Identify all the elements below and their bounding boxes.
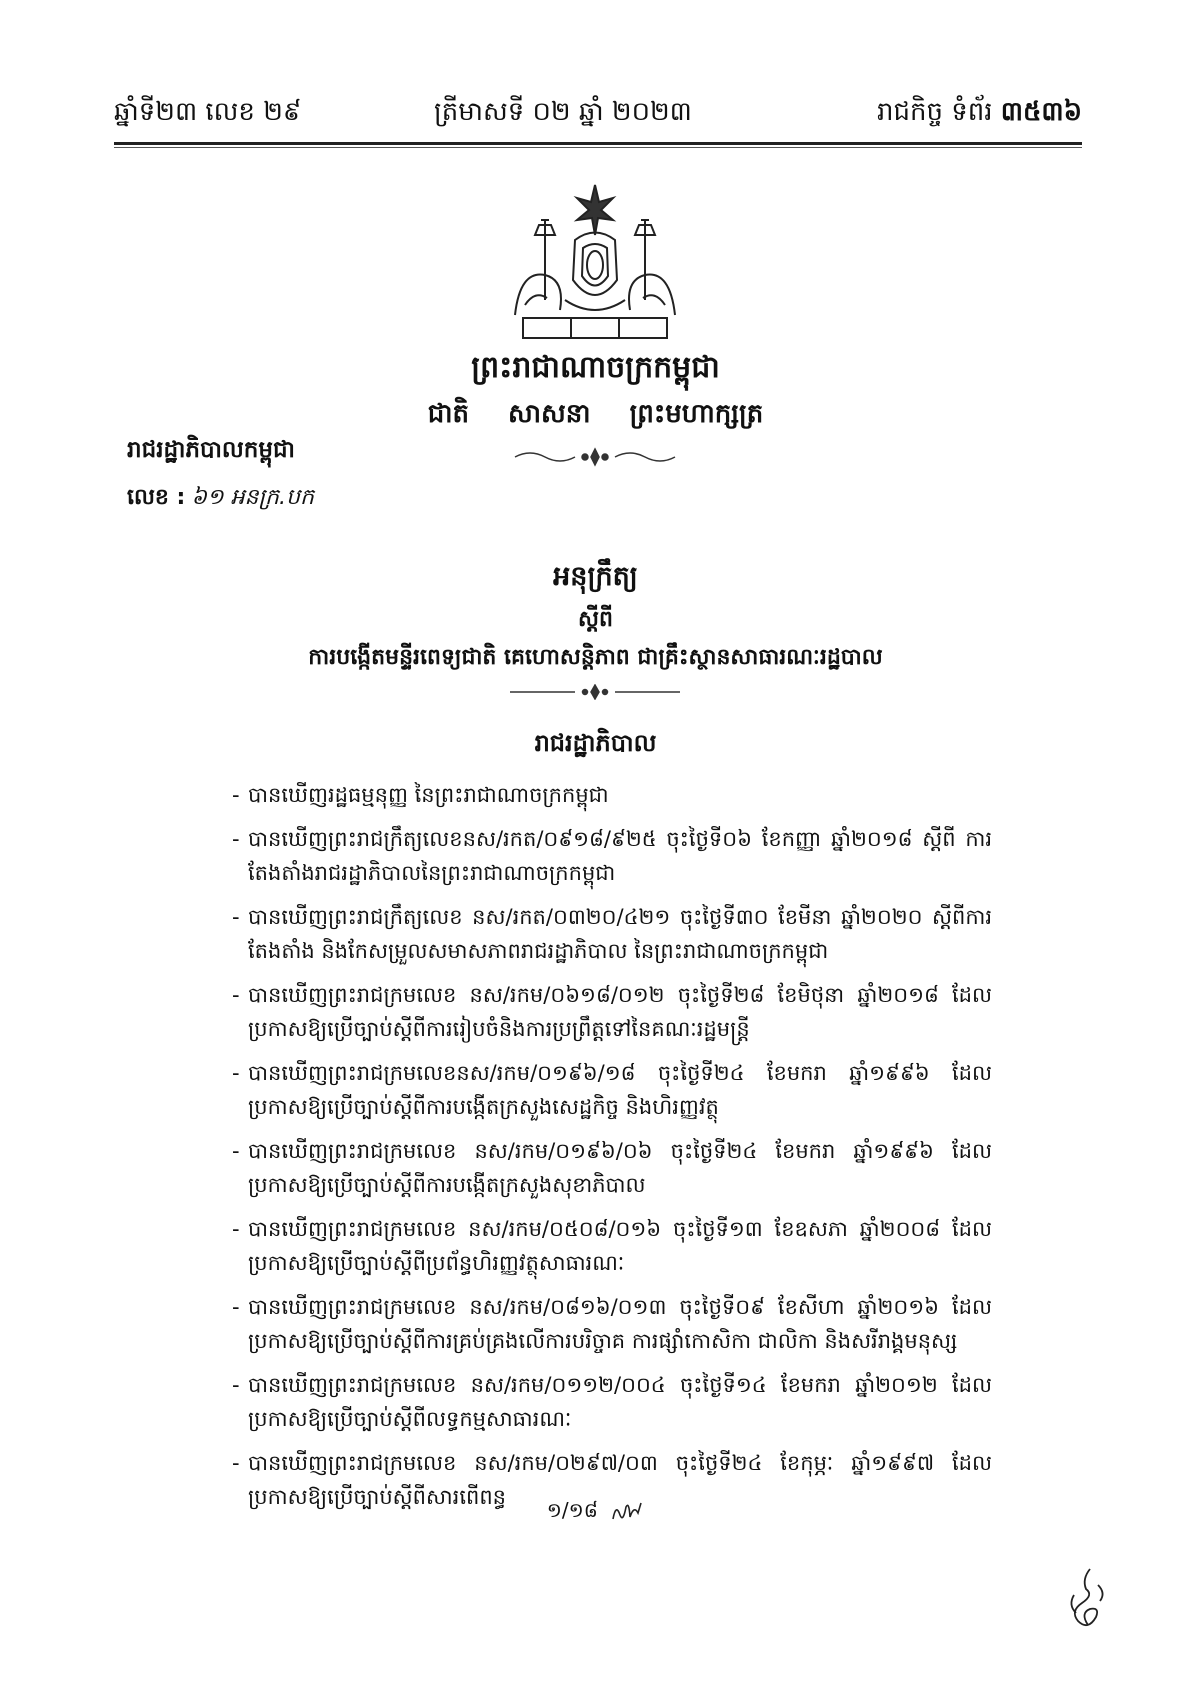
- national-motto: ជាតិ សាសនា ព្រះមហាក្សត្រ: [427, 399, 764, 429]
- decree-number-label: លេខ :: [127, 485, 186, 510]
- document-type: អនុក្រឹត្យ: [553, 561, 638, 592]
- recital-list: [232, 778, 992, 1524]
- recital-item: - បានឃើញព្រះរាជក្រមលេខ នស/រកម/០១៩៦/០៦ ចុះថ្ងៃទី២៤ ខែមករា ឆ្នាំ១៩៩៦ ដែលប្រកាសឱ្យប្រើច្បាប់ស្តីពីការបង្កើតក្រសួងសុខាភិបាល: [232, 1134, 992, 1202]
- recital-item: - បានឃើញព្រះរាជក្រឹត្យលេខ នស/រកត/០៣២០/៤២១ ចុះថ្ងៃទី៣០ ខែមីនា ឆ្នាំ២០២០ ស្តីពីការតែងតាំង និងកែសម្រួលសមាសភាពរាជរដ្ឋាភិបាល នៃព្រះរាជាណាចក្រកម្ពុជា: [232, 900, 992, 968]
- recital-item: - បានឃើញព្រះរាជក្រឹត្យលេខនស/រកត/០៩១៨/៩២៥ ចុះថ្ងៃទី០៦ ខែកញ្ញា ឆ្នាំ២០១៨ ស្តីពី ការតែងតាំងរាជរដ្ឋាភិបាលនៃព្រះរាជាណាចក្រកម្ពុជា: [232, 822, 992, 890]
- gazette-page-number: ៣៥៣៦: [1000, 97, 1082, 127]
- ornament-divider-icon: [505, 447, 685, 467]
- page-count: ១/១៨: [546, 1498, 598, 1522]
- document-about: ស្តីពី: [578, 607, 613, 632]
- gazette-label: រាជកិច្ច ទំព័រ: [876, 97, 993, 127]
- signature-icon: [1060, 1565, 1116, 1637]
- recital-item: - បានឃើញព្រះរាជក្រមលេខនស/រកម/០១៩៦/១៨ ចុះថ្ងៃទី២៤ ខែមករា ឆ្នាំ១៩៩៦ ដែលប្រកាសឱ្យប្រើច្បាប់ស្តីពីការបង្កើតក្រសួងសេដ្ឋកិច្ច និងហិរញ្ញវត្ថុ: [232, 1056, 992, 1124]
- recital-item: - បានឃើញរដ្ឋធម្មនុញ្ញ នៃព្រះរាជាណាចក្រកម្ពុជា: [232, 778, 992, 812]
- year-issue: ឆ្នាំទី២៣ លេខ ២៩: [114, 97, 302, 127]
- recital-item: - បានឃើញព្រះរាជក្រមលេខ នស/រកម/០៦១៨/០១២ ចុះថ្ងៃទី២៨ ខែមិថុនា ឆ្នាំ២០១៨ ដែលប្រកាសឱ្យប្រើច្បាប់ស្តីពីការរៀបចំនិងការប្រព្រឹត្តទៅនៃគណៈរដ្ឋមន្ត្រី: [232, 978, 992, 1046]
- gazette-date: ត្រីមាសទី ០២ ឆ្នាំ ២០២៣: [434, 97, 692, 127]
- recital-item: - បានឃើញព្រះរាជក្រមលេខ នស/រកម/០៨១៦/០១៣ ចុះថ្ងៃទី០៩ ខែសីហា ឆ្នាំ២០១៦ ដែលប្រកាសឱ្យប្រើច្បាប់ស្តីពីការគ្រប់គ្រងលើការបរិច្ចាគ ការផ្សាំកោសិកា ជាលិកា និងសរីរាង្គមនុស្ស: [232, 1290, 992, 1358]
- header-rule-thin: [114, 147, 1082, 148]
- title-divider-icon: [505, 684, 685, 700]
- decree-number-value: ៦១ អនក្រ.បក: [191, 485, 314, 510]
- document-subject: ការបង្កើតមន្ទីរពេទ្យជាតិ គេហោសន្តិភាព ជាគ្រឹះស្ថានសាធារណៈរដ្ឋបាល: [308, 645, 883, 670]
- recital-item: - បានឃើញព្រះរាជក្រមលេខ នស/រកម/០១១២/០០៤ ចុះថ្ងៃទី១៤ ខែមករា ឆ្នាំ២០១២ ដែលប្រកាសឱ្យប្រើច្បាប់ស្តីពីលទ្ធកម្មសាធារណៈ: [232, 1368, 992, 1436]
- page-footer: [0, 1497, 1191, 1527]
- authority-heading: រាជរដ្ឋាភិបាល: [534, 729, 657, 757]
- decree-number: [127, 483, 314, 515]
- royal-coat-of-arms-icon: [505, 180, 685, 345]
- initials-icon: [610, 1499, 644, 1525]
- issuer-name: រាជរដ្ឋាភិបាលកម្ពុជា: [127, 437, 295, 463]
- gazette-header: [114, 95, 1082, 141]
- gazette-page-ref: [877, 95, 1082, 133]
- kingdom-name: ព្រះរាជាណាចក្រកម្ពុជា: [471, 350, 720, 385]
- recital-item: - បានឃើញព្រះរាជក្រមលេខ នស/រកម/០២៩៧/០៣ ចុះថ្ងៃទី២៤ ខែកុម្ភៈ ឆ្នាំ១៩៩៧ ដែលប្រកាសឱ្យប្រើច្បាប់ស្តីពីសារពើពន្ធ: [232, 1446, 992, 1514]
- header-rule: [114, 142, 1082, 145]
- recital-item: - បានឃើញព្រះរាជក្រមលេខ នស/រកម/០៥០៨/០១៦ ចុះថ្ងៃទី១៣ ខែឧសភា ឆ្នាំ២០០៨ ដែលប្រកាសឱ្យប្រើច្បាប់ស្តីពីប្រព័ន្ធហិរញ្ញវត្ថុសាធារណៈ: [232, 1212, 992, 1280]
